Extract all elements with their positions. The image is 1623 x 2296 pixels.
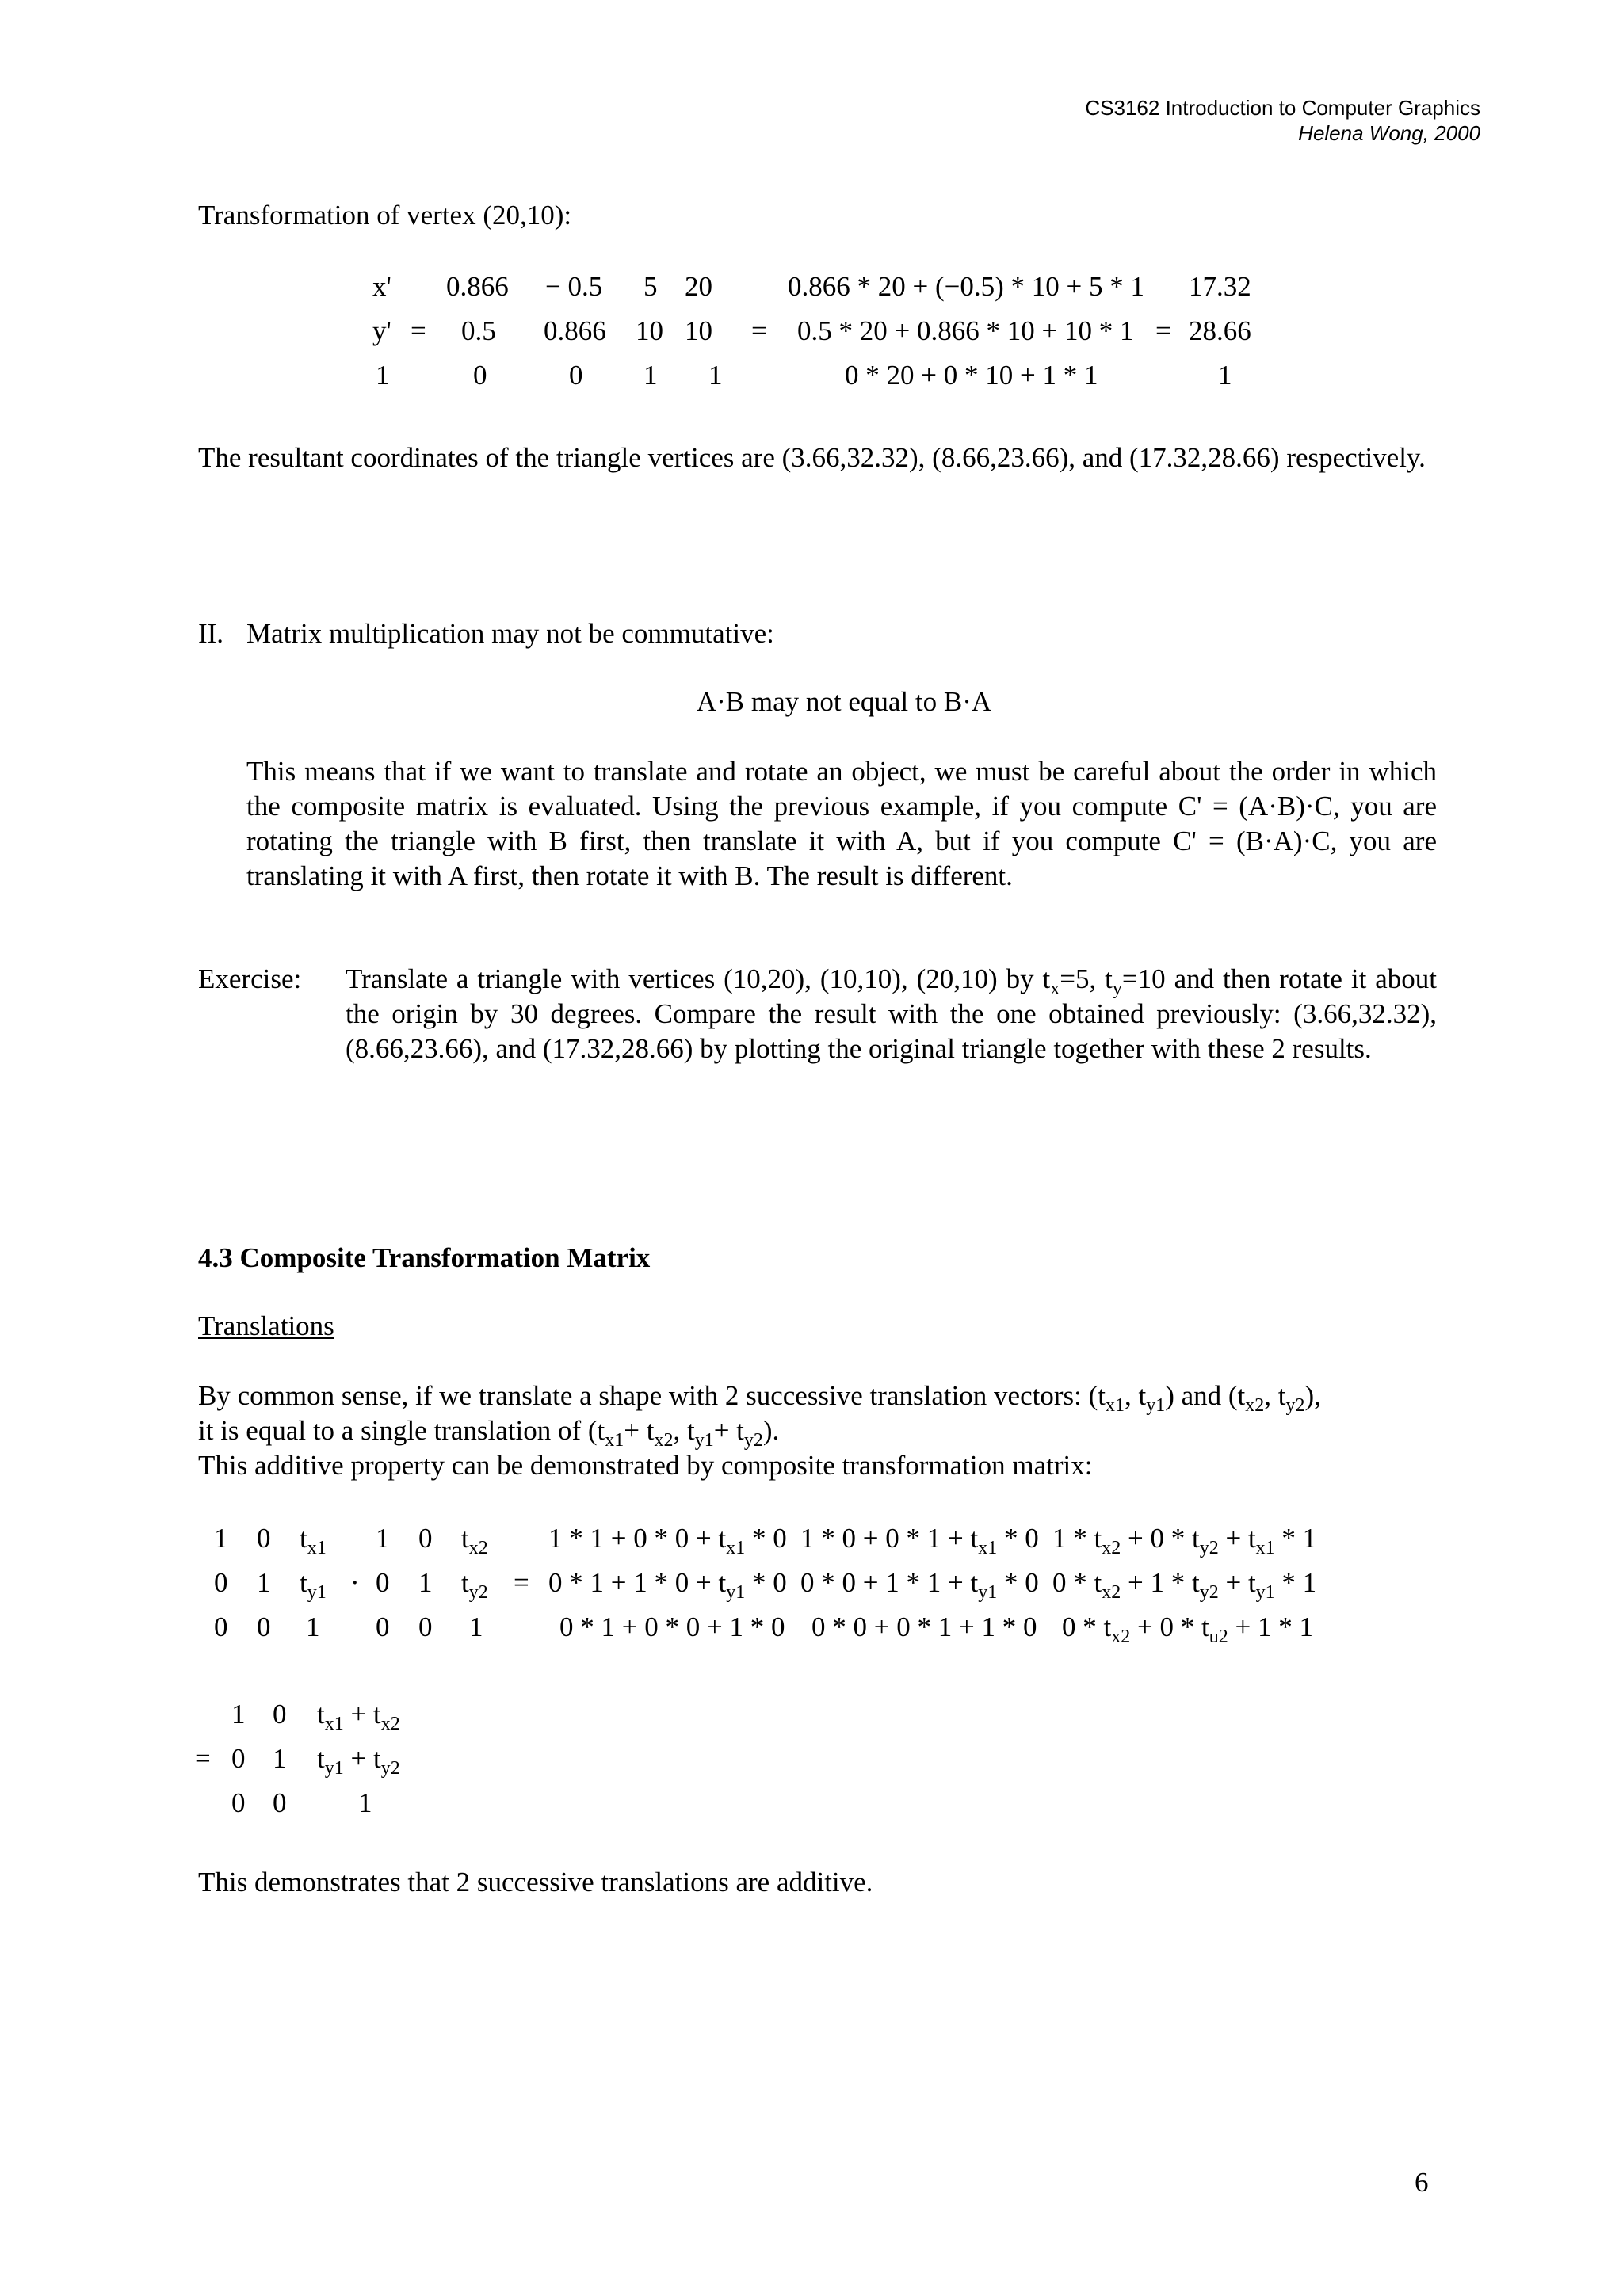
lhs-x: x'	[372, 271, 391, 302]
v2: 10	[685, 315, 712, 346]
r-21: 0	[231, 1743, 246, 1774]
m1-33: 1	[306, 1611, 320, 1642]
expanded-row-2: 0.5 * 20 + 0.866 * 10 + 10 * 1	[797, 315, 1134, 346]
lhs-1: 1	[376, 360, 390, 391]
m1-23: $t_{y1}$	[300, 1567, 327, 1603]
m1-11: 1	[214, 1523, 228, 1554]
dot-operator: ·	[350, 1567, 360, 1598]
section-2-title: Matrix multiplication may not be commutative:	[246, 618, 774, 649]
expanded-row-3: 0 * 20 + 0 * 10 + 1 * 1	[845, 360, 1098, 391]
p-33: $0 * t_{x2} + 0 * t_{u2} + 1 * 1$	[1062, 1611, 1313, 1647]
r-13: $t_{x1} + t_{x2}$	[317, 1699, 400, 1734]
m2-23: $t_{y2}$	[461, 1567, 488, 1603]
equals-2: =	[751, 315, 767, 346]
m1-22: 1	[257, 1567, 271, 1598]
v3: 1	[708, 360, 723, 391]
p-13: $1 * t_{x2} + 0 * t_{y2} + t_{x1} * 1$	[1052, 1523, 1317, 1558]
m2-22: 1	[418, 1567, 433, 1598]
m1-21: 0	[214, 1567, 228, 1598]
translations-line-1: By common sense, if we translate a shape with 2 successive translation vectors: ($t_{x1}$, $t_{y1}$) and ($t_{x2}$, $t_{y2}$),	[198, 1380, 1321, 1416]
p-23: $0 * t_{x2} + 1 * t_{y2} + t_{y1} * 1$	[1052, 1567, 1317, 1603]
r-33: 1	[358, 1787, 372, 1818]
m2-21: 0	[376, 1567, 390, 1598]
equals-sign: =	[514, 1567, 529, 1598]
m1-12: 0	[257, 1523, 271, 1554]
r-31: 0	[231, 1787, 246, 1818]
m1-13: $t_{x1}$	[300, 1523, 327, 1558]
a33: 1	[643, 360, 658, 391]
a32: 0	[569, 360, 583, 391]
section-heading: 4.3 Composite Transformation Matrix	[198, 1242, 651, 1273]
r-12: 0	[273, 1699, 287, 1730]
r-32: 0	[273, 1787, 287, 1818]
page-header	[1085, 95, 1480, 146]
commutative-equation: A·B may not equal to B·A	[696, 686, 992, 717]
r-11: 1	[231, 1699, 246, 1730]
a11: 0.866	[446, 271, 509, 302]
p-31: 0 * 1 + 0 * 0 + 1 * 0	[559, 1611, 785, 1642]
a23: 10	[636, 315, 663, 346]
r-23: $t_{y1} + t_{y2}$	[317, 1743, 400, 1779]
r-22: 1	[273, 1743, 287, 1774]
m2-33: 1	[469, 1611, 483, 1642]
translations-line-2: it is equal to a single translation of ($t_{x1}+ t_{x2}$, $t_{y1}+ t_{y2}$).	[198, 1415, 780, 1451]
m2-13: $t_{x2}$	[461, 1523, 488, 1558]
result-equals: =	[195, 1743, 211, 1774]
expanded-row-1: 0.866 * 20 + (−0.5) * 10 + 5 * 1	[788, 271, 1145, 302]
conclusion-text: This demonstrates that 2 successive translations are additive.	[198, 1867, 873, 1897]
course-title: CS3162 Introduction to Computer Graphics	[1085, 96, 1480, 120]
v1: 20	[685, 271, 712, 302]
p-11: $1 * 1 + 0 * 0 + t_{x1} * 0$	[548, 1523, 787, 1558]
m1-32: 0	[257, 1611, 271, 1642]
vertex-title: Transformation of vertex (20,10):	[198, 200, 572, 231]
section-2-label: II.	[198, 618, 224, 649]
author-line: Helena Wong, 2000	[1298, 121, 1480, 145]
m1-31: 0	[214, 1611, 228, 1642]
resultant-paragraph: The resultant coordinates of the triangle vertices are (3.66,32.32), (8.66,23.66), and (17.32,28.66) respectively.	[198, 442, 1426, 473]
m2-32: 0	[418, 1611, 433, 1642]
exercise-label: Exercise:	[198, 963, 302, 994]
lhs-y: y'	[372, 315, 391, 346]
translations-line-3: This additive property can be demonstrated by composite transformation matrix:	[198, 1450, 1093, 1481]
a22: 0.866	[544, 315, 606, 346]
a13: 5	[643, 271, 658, 302]
m2-31: 0	[376, 1611, 390, 1642]
result-3: 1	[1218, 360, 1232, 391]
result-1: 17.32	[1189, 271, 1251, 302]
a31: 0	[473, 360, 487, 391]
a21: 0.5	[461, 315, 496, 346]
translations-paragraph	[198, 1379, 1466, 1483]
equals-3: =	[1155, 315, 1171, 346]
m2-11: 1	[376, 1523, 390, 1554]
result-2: 28.66	[1189, 315, 1251, 346]
p-12: $1 * 0 + 0 * 1 + t_{x1} * 0$	[800, 1523, 1039, 1558]
a12: − 0.5	[545, 271, 603, 302]
p-32: 0 * 0 + 0 * 1 + 1 * 0	[812, 1611, 1037, 1642]
p-22: $0 * 0 + 1 * 1 + t_{y1} * 0$	[800, 1567, 1039, 1603]
m2-12: 0	[418, 1523, 433, 1554]
section-2-paragraph: This means that if we want to translate and rotate an object, we must be careful about the order in which the composite matrix is evaluated. Using the previous example, if you compute C' = (A·B)·C, you are rotating the triangle with B first, then translate it with A, but if you compute C' = (B·A)·C, you are translating it with A first, then rotate it with B. The result is different.	[246, 756, 1437, 891]
equals-1: =	[411, 315, 426, 346]
p-21: $0 * 1 + 1 * 0 + t_{y1} * 0$	[548, 1567, 787, 1603]
page-number: 6	[1415, 2167, 1429, 2198]
subheading-translations: Translations	[198, 1310, 334, 1341]
exercise-text: Translate a triangle with vertices (10,20), (10,10), (20,10) by $t_x=5$, $t_y=10$ and then rotate it about the origin by 30 degrees. Compare the result with the one obtained previously: (3.66,32.32), (8.66,23.66), and (17.32,28.66) by plotting the original triangle together with these 2 results.	[346, 963, 1437, 1064]
